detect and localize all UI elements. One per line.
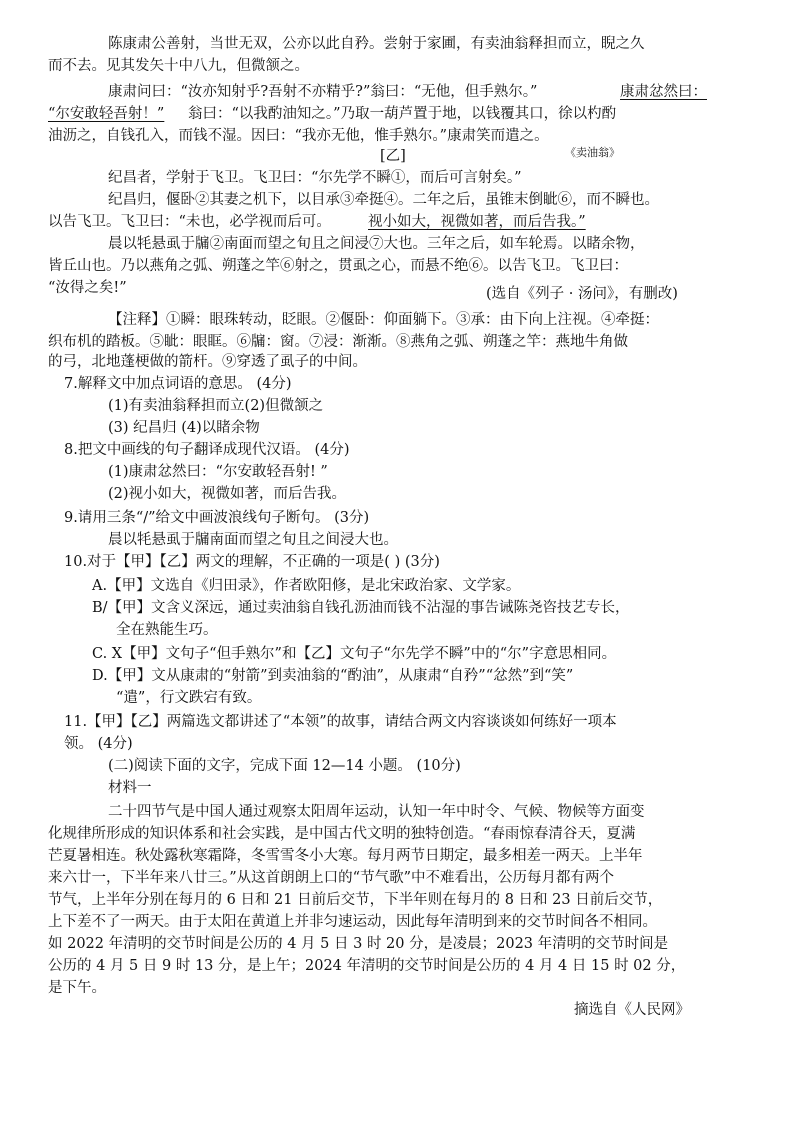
text-line: (2)视小如大，视微如著，而后告我。 (108, 486, 347, 502)
text-line: [乙] (380, 148, 406, 164)
text-line: 公历的 4 月 5 日 9 时 13 分，是上午；2024 年清明的交节时间是公历的 4 月 4 日 15 时 02 分， (48, 958, 686, 974)
text-line: 芒夏暑相连。秋处露秋寒霜降，冬雪雪冬小大寒。每月两节日期定，最多相差一两天。上半年 (48, 848, 643, 864)
text-line: “尔安敢轻吾射！” (48, 106, 165, 122)
text-line: (二)阅读下面的文字，完成下面 12—14 小题。 (10分) (108, 758, 461, 774)
text-line: 8.把文中画线的句子翻译成现代汉语。 (4分) (64, 442, 350, 458)
text-line: 上下差不了一两天。由于太阳在黄道上并非匀速运动，因此每年清明到来的交节时间各不相同。 (48, 914, 657, 930)
text-line: 织布机的踏板。⑤眦：眼眶。⑥牖：窗。⑦浸：渐渐。⑧燕角之弧、朔蓬之竿：燕地牛角做 (48, 334, 628, 350)
text-line: 来六廿一，下半年来八廿三。”从这首朗朗上口的“节气歌”中不难看出，公历每月都有两个 (48, 870, 614, 886)
text-line: 视小如大，视微如著，而后告我。” (368, 214, 586, 230)
text-line: 全在熟能生巧。 (116, 622, 218, 638)
text-line: 康肃问曰：“汝亦知射乎?吾射不亦精乎?”翁曰：“无他，但手熟尔。” (108, 84, 538, 100)
text-line: (1)康肃忿然曰：“尔安敢轻吾射! ” (108, 464, 328, 480)
text-line: 皆丘山也。乃以燕角之弧、朔蓬之竿⑥射之，贯虱之心，而悬不绝⑥。以告飞卫。飞卫曰： (48, 258, 628, 274)
text-line: 9.请用三条“/”给文中画波浪线句子断句。 (3分) (64, 510, 370, 526)
text-line: 是下午。 (48, 980, 106, 996)
text-line: C. X【甲】文句子“但手熟尔”和【乙】文句子“尔先学不瞬”中的“尔”字意思相同。 (92, 646, 617, 662)
text-line: “遣”，行文跌宕有致。 (116, 690, 262, 706)
text-line: 如 2022 年清明的交节时间是公历的 4 月 5 日 3 时 20 分，是凌晨；2023 年清明的交节时间是 (48, 936, 669, 952)
text-line: 康肃忿然曰： (620, 84, 707, 100)
text-line: D.【甲】文从康肃的“射箭”到卖油翁的“酌油”，从康肃“自矜”“忿然”到“笑” (92, 668, 574, 684)
text-line: (1)有卖油翁释担而立(2)但微颔之 (108, 398, 324, 414)
text-line: 油沥之，自钱孔入，而钱不湿。因曰：“我亦无他，惟手熟尔。”康肃笑而遣之。 (48, 128, 549, 144)
text-line: (3) 纪昌归 (4)以睹余物 (108, 420, 260, 436)
text-line: 翁曰：“以我酌油知之。”乃取一葫芦置于地，以钱覆其口，徐以杓酌 (188, 106, 617, 122)
text-line: 11.【甲】【乙】两篇选文都讲述了“本领”的故事，请结合两文内容谈谈如何练好一项本 (64, 714, 617, 730)
text-line: 而不去。见其发矢十中八九，但微颔之。 (48, 58, 309, 74)
text-line: 7.解释文中加点词语的意思。 (4分) (64, 376, 292, 392)
text-line: 化规律所形成的知识体系和社会实践，是中国古代文明的独特创造。“春雨惊春清谷天，夏满 (48, 826, 636, 842)
text-line: 晨以牦悬虱于牖南面而望之旬且之间浸大也。 (108, 532, 398, 548)
text-line: 节气，上半年分别在每月的 6 日和 21 日前后交节，下半年则在每月的 8 日和 23 日前后交节， (48, 892, 663, 908)
text-line: 陈康肃公善射，当世无双，公亦以此自矜。尝射于家圃，有卖油翁释担而立，睨之久 (108, 36, 645, 52)
text-line: 【注释】①瞬：眼珠转动，眨眼。②偃卧：仰面躺下。③承：由下向上注视。④牵挺： (108, 312, 659, 328)
text-line: 材料一 (108, 780, 152, 796)
text-line: 10.对于【甲】【乙】两文的理解，不正确的一项是( ) (3分) (64, 554, 440, 570)
text-line: 领。 (4分) (64, 736, 133, 752)
text-line: 晨以牦悬虱于牖②南面而望之旬且之间浸⑦大也。三年之后，如车轮焉。以睹余物， (108, 236, 645, 252)
source-note: 《卖油翁》 (565, 146, 620, 159)
text-line: (选自《列子 · 汤问》，有删改) (486, 286, 678, 302)
text-line: A.【甲】文选自《归田录》，作者欧阳修，是北宋政治家、文学家。 (92, 578, 521, 594)
text-line: 以告飞卫。飞卫曰：“未也，必学视而后可。 (48, 214, 331, 230)
text-line: 二十四节气是中国人通过观察太阳周年运动，认知一年中时令、气候、物候等方面变 (108, 804, 645, 820)
text-line: 纪昌者，学射于飞卫。飞卫曰：“尔先学不瞬①，而后可言射矣。” (108, 170, 522, 186)
text-line: 摘选自《人民网》 (574, 1002, 690, 1018)
text-line: 纪昌归，偃卧②其妻之机下，以目承③牵挺④。二年之后，虽锥末倒眦⑥，而不瞬也。 (108, 192, 659, 208)
text-line: B/【甲】文含义深远，通过卖油翁自钱孔沥油而钱不沾湿的事告诫陈尧咨技艺专长， (92, 600, 630, 616)
text-line: “汝得之矣!” (48, 280, 127, 296)
text-line: 的弓，北地蓬梗做的箭杆。⑨穿透了虱子的中间。 (48, 354, 367, 370)
